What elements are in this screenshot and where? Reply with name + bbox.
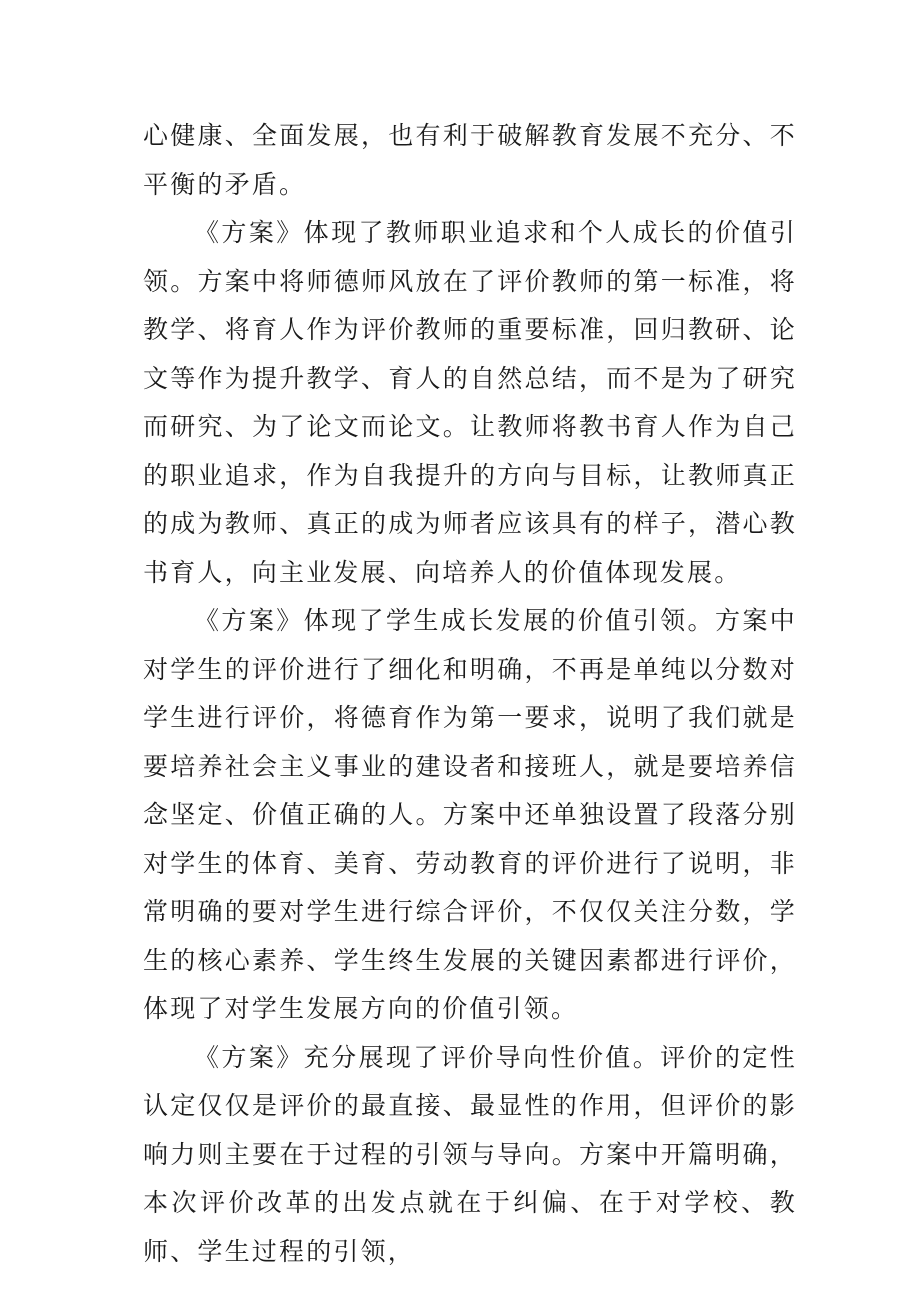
paragraph-continuation: 心健康、全面发展，也有利于破解教育发展不充分、不平衡的矛盾。 bbox=[143, 121, 797, 199]
paragraph-teacher-value: 《方案》体现了教师职业追求和个人成长的价值引领。方案中将师德师风放在了评价教师的第一标准，将教学、将育人作为评价教师的重要标准，回归教研、论文等作为提升教学、育人的自然总结，而不是为了研究而研究、为了论文而论文。让教师将教书育人作为自己的职业追求，作为自我提升的方向与目标，让教师真正的成为教师、真正的成为师者应该具有的样子，潜心教书育人，向主业发展、向培养人的价值体现发展。 bbox=[143, 218, 797, 587]
paragraph-student-value: 《方案》体现了学生成长发展的价值引领。方案中对学生的评价进行了细化和明确，不再是单纯以分数对学生进行评价，将德育作为第一要求，说明了我们就是要培养社会主义事业的建设者和接班人，就是要培养信念坚定、价值正确的人。方案中还单独设置了段落分别对学生的体育、美育、劳动教育的评价进行了说明，非常明确的要对学生进行综合评价，不仅仅关注分数，学生的核心素养、学生终生发展的关键因素都进行评价，体现了对学生发展方向的价值引领。 bbox=[143, 606, 797, 1023]
paragraph-guidance-value: 《方案》充分展现了评价导向性价值。评价的定性认定仅仅是评价的最直接、最显性的作用，但评价的影响力则主要在于过程的引领与导向。方案中开篇明确，本次评价改革的出发点就在于纠偏、在于对学校、教师、学生过程的引领， bbox=[143, 1042, 797, 1266]
document-body bbox=[143, 112, 797, 1276]
